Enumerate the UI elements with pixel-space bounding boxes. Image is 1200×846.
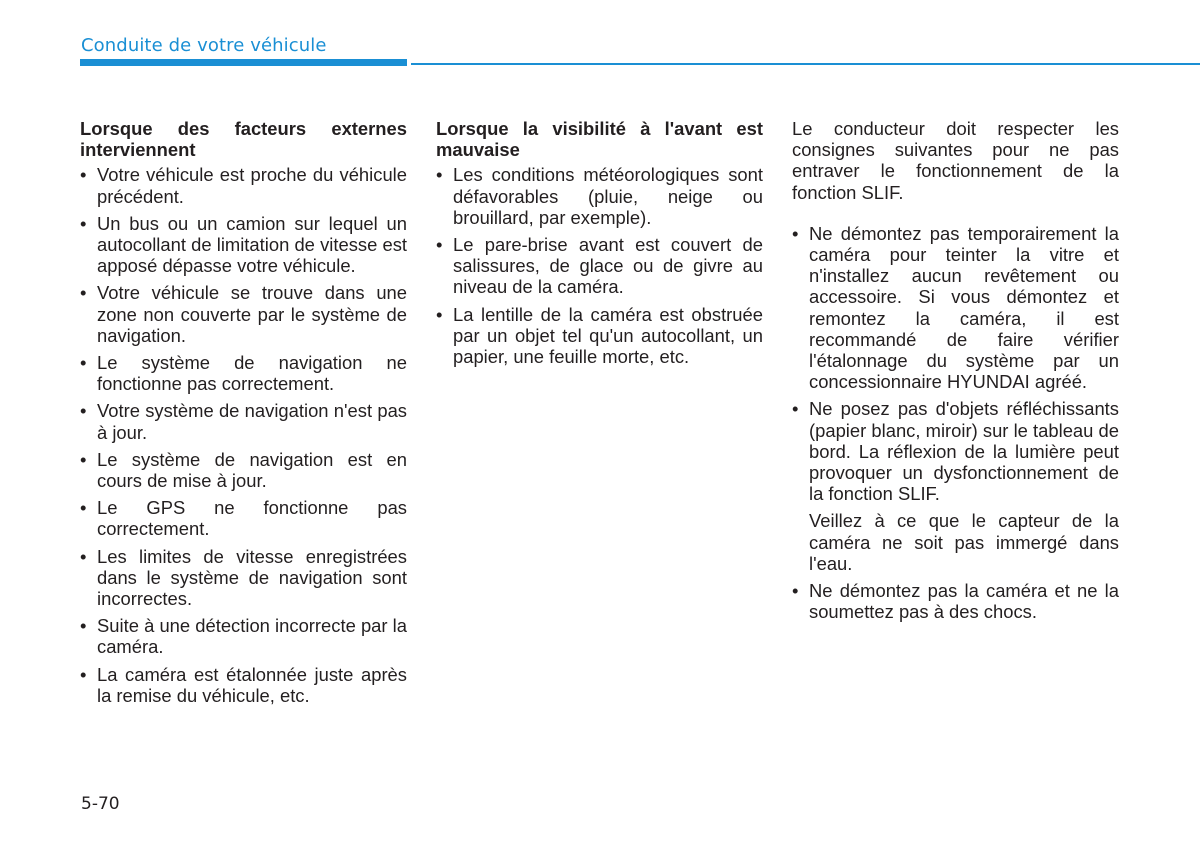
section-title: Conduite de votre véhicule xyxy=(81,35,327,56)
poor-visibility-heading: Lorsque la visibilité à l'avant est mauvaise xyxy=(436,118,763,161)
external-factors-heading: Lorsque des facteurs externes interviennent xyxy=(80,118,407,161)
spacer xyxy=(792,203,1119,223)
bullet-icon: • xyxy=(80,164,87,186)
list-item xyxy=(80,546,407,610)
bullet-icon: • xyxy=(792,580,799,602)
list-item xyxy=(80,282,407,346)
bullet-icon: • xyxy=(80,212,87,234)
bullet-icon: • xyxy=(436,303,443,325)
list-item xyxy=(80,164,407,206)
header-rule-thick xyxy=(80,59,407,66)
list-item-text: Les conditions météorologiques sont défavorables (pluie, neige ou brouillard, par exemple). xyxy=(453,164,763,228)
list-item-text: Le système de navigation ne fonctionne pas correctement. xyxy=(97,352,407,395)
list-item xyxy=(80,213,407,277)
sensor-water-note: Veillez à ce que le capteur de la caméra ne soit pas immergé dans l'eau. xyxy=(809,510,1119,574)
column-external-factors xyxy=(80,118,407,712)
driver-instructions-list xyxy=(792,223,1119,505)
bullet-icon: • xyxy=(436,234,443,256)
list-item xyxy=(80,400,407,442)
list-item-text: Le système de navigation est en cours de mise à jour. xyxy=(97,448,407,492)
list-item xyxy=(80,615,407,657)
list-item xyxy=(792,223,1119,393)
external-factors-list xyxy=(80,164,407,706)
bullet-icon: • xyxy=(80,497,87,519)
list-item-text: Votre véhicule est proche du véhicule précédent. xyxy=(97,164,407,207)
list-item xyxy=(436,234,763,298)
bullet-icon: • xyxy=(436,164,443,186)
poor-visibility-list xyxy=(436,164,763,367)
list-item xyxy=(80,449,407,491)
bullet-icon: • xyxy=(80,448,87,470)
header-rule-thin xyxy=(411,63,1200,65)
list-item-text: Ne posez pas d'objets réfléchissants (papier blanc, miroir) sur le tableau de bord. La réflexion de la lumière peut provoquer un dysfonctionnement de la fonction SLIF. xyxy=(809,398,1119,505)
list-item-text: Le GPS ne fonctionne pas correctement. xyxy=(97,497,407,540)
list-item xyxy=(436,164,763,228)
bullet-icon: • xyxy=(80,663,87,685)
list-item-text: Ne démontez pas la caméra et ne la soumettez pas à des chocs. xyxy=(809,580,1119,623)
bullet-icon: • xyxy=(80,615,87,637)
bullet-icon: • xyxy=(792,398,799,420)
list-item xyxy=(80,497,407,539)
list-item xyxy=(792,580,1119,622)
column-driver-instructions xyxy=(792,118,1119,628)
list-item-text: Les limites de vitesse enregistrées dans le système de navigation sont incorrectes. xyxy=(97,545,407,610)
list-item-text: Le pare-brise avant est couvert de salissures, de glace ou de givre au niveau de la caméra. xyxy=(453,234,763,298)
list-item xyxy=(80,352,407,394)
list-item-text: La caméra est étalonnée juste après la remise du véhicule, etc. xyxy=(97,663,407,706)
list-item-text: Votre système de navigation n'est pas à jour. xyxy=(97,400,407,443)
bullet-icon: • xyxy=(80,282,87,304)
bullet-icon: • xyxy=(80,400,87,422)
list-item xyxy=(792,398,1119,504)
bullet-icon: • xyxy=(80,352,87,374)
list-item-text: Un bus ou un camion sur lequel un autocollant de limitation de vitesse est apposé dépasse votre véhicule. xyxy=(97,212,407,277)
column-poor-visibility xyxy=(436,118,763,373)
bullet-icon: • xyxy=(80,545,87,567)
list-item-text: Ne démontez pas temporairement la caméra pour teinter la vitre et n'installez aucun revêtement ou accessoire. Si vous démontez et remontez la caméra, il est recommandé de faire vérifier l'étalonnage du système par un concessionnaire HYUNDAI agréé. xyxy=(809,222,1119,393)
list-item xyxy=(436,304,763,368)
list-item-text: Suite à une détection incorrecte par la caméra. xyxy=(97,615,407,658)
list-item xyxy=(80,664,407,706)
list-item-text: Votre véhicule se trouve dans une zone non couverte par le système de navigation. xyxy=(97,282,407,346)
page-number: 5-70 xyxy=(81,794,120,814)
driver-instructions-intro: Le conducteur doit respecter les consignes suivantes pour ne pas entraver le fonctionnement de la fonction SLIF. xyxy=(792,118,1119,203)
list-item-text: La lentille de la caméra est obstruée par un objet tel qu'un autocollant, un papier, une feuille morte, etc. xyxy=(453,303,763,368)
bullet-icon: • xyxy=(792,222,799,244)
driver-instructions-list-continued xyxy=(792,580,1119,622)
